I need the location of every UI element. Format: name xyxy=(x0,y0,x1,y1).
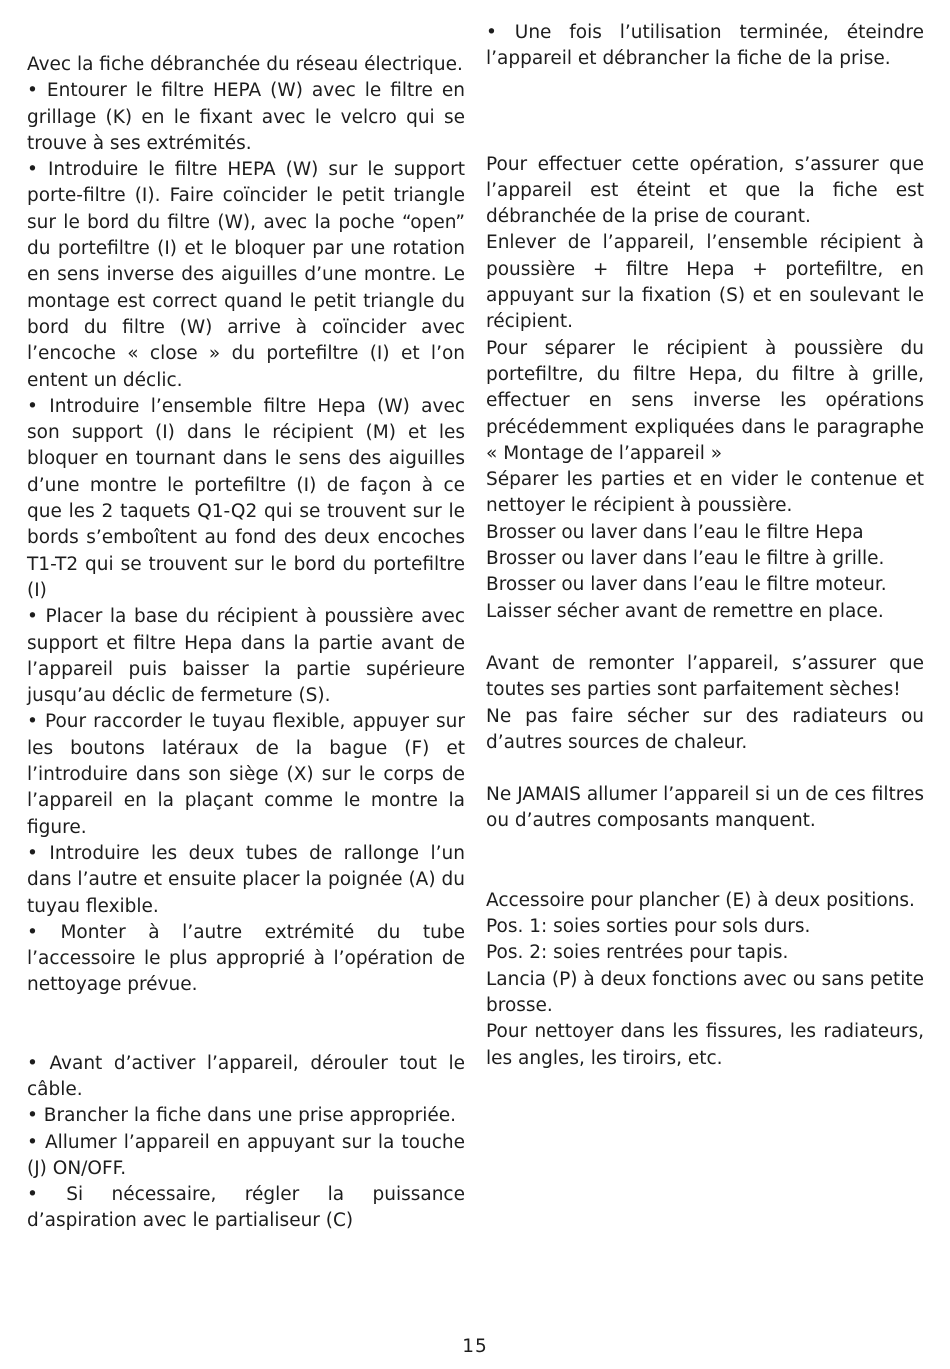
paragraph: Lancia (P) à deux fonctions avec ou sans petite brosse. xyxy=(486,968,924,1016)
paragraph: Accessoire pour plancher (E) à deux positions. xyxy=(486,889,915,911)
paragraph: Brosser ou laver dans l’eau le filtre Hepa xyxy=(486,521,864,543)
bullet-item: • Allumer l’appareil en appuyant sur la touche (J) ON/OFF. xyxy=(27,1131,465,1179)
bullet-item: • Placer la base du récipient à poussière avec support et filtre Hepa dans la partie avant de l’appareil puis baisser la partie supérieure jusqu’au déclic de fermeture (S). xyxy=(27,606,465,707)
bullet-item: • Une fois l’utilisation terminée, éteindre l’appareil et débrancher la fiche de la prise. xyxy=(486,22,924,70)
paragraph: Enlever de l’appareil, l’ensemble récipient à poussière + filtre Hepa + portefiltre, en appuyant sur la fixation (S) et en soulevant le récipient. xyxy=(486,232,924,333)
paragraph: Pour séparer le récipient à poussière du portefiltre, du filtre Hepa, du filtre à grille, effectuer en sens inverse les opérations précédemment expliquées dans le paragraphe « Montage de l’appareil » xyxy=(486,337,924,464)
bullet-item: • Entourer le filtre HEPA (W) avec le filtre en grillage (K) en le fixant avec le velcro qui se trouve à ses extrémités. xyxy=(27,80,465,154)
bullet-item: • Monter à l’autre extrémité du tube l’accessoire le plus approprié à l’opération de nettoyage prévue. xyxy=(27,921,465,996)
warning-paragraph: Ne JAMAIS allumer l’appareil si un de ces filtres ou d’autres composants manquent. xyxy=(486,784,924,832)
paragraph: Brosser ou laver dans l’eau le filtre moteur. xyxy=(486,574,887,596)
paragraph: Séparer les parties et en vider le contenue et nettoyer le récipient à poussière. xyxy=(486,469,924,517)
bullet-item: • Pour raccorder le tuyau flexible, appuyer sur les boutons latéraux de la bague (F) et l’introduire dans son siège (X) sur le corps de l’appareil en la plaçant comme le montre la figure. xyxy=(27,711,465,838)
bullet-item: • Introduire le filtre HEPA (W) sur le support porte-filtre (I). Faire coïncider le petit triangle sur le bord du filtre (W), avec la poche “open” du portefiltre (I) et le bloquer par une rotation en sens inverse des aiguilles d’une montre. Le montage est correct quand le petit triangle du bord du filtre (W) arrive à coïncider avec l’encoche « close » du portefiltre (I) et l’on entent un déclic. xyxy=(27,159,465,391)
page-number: 15 xyxy=(462,1336,488,1357)
right-column xyxy=(486,20,924,1072)
bullet-item: • Si nécessaire, régler la puissance d’aspiration avec le partialiseur (C) xyxy=(27,1184,465,1232)
paragraph: Avant de remonter l’appareil, s’assurer que toutes ses parties sont parfaitement sèches! xyxy=(486,652,924,701)
paragraph: Pour nettoyer dans les fissures, les radiateurs, les angles, les tiroirs, etc. xyxy=(486,1021,924,1069)
bullet-item: • Avant d’activer l’appareil, dérouler tout le câble. xyxy=(27,1052,465,1100)
paragraph: Pour effectuer cette opération, s’assurer que l’appareil est éteint et que la fiche est débranchée de la prise de courant. xyxy=(486,153,924,228)
paragraph: Avec la fiche débranchée du réseau électrique. xyxy=(27,54,463,75)
bullet-item: • Introduire l’ensemble filtre Hepa (W) avec son support (I) dans le récipient (M) et les bloquer en tournant dans le sens des aiguilles d’une montre le portefiltre (I) de façon à ce que les 2 taquets Q1-Q2 qui se trouvent sur le bords s’emboîtent au fond des deux encoches T1-T2 qui se trouvent sur le bord du portefiltre (I) xyxy=(27,395,465,601)
paragraph: Brosser ou laver dans l’eau le filtre à grille. xyxy=(486,548,885,570)
left-column xyxy=(27,20,465,1235)
paragraph: Laisser sécher avant de remettre en place. xyxy=(486,600,884,622)
paragraph: Pos. 2: soies rentrées pour tapis. xyxy=(486,942,789,964)
bullet-item: • Introduire les deux tubes de rallonge l’un dans l’autre et ensuite placer la poignée (A) du tuyau flexible. xyxy=(27,842,465,917)
paragraph: Ne pas faire sécher sur des radiateurs ou d’autres sources de chaleur. xyxy=(486,705,924,753)
bullet-item: • Brancher la fiche dans une prise appropriée. xyxy=(27,1105,456,1127)
paragraph: Pos. 1: soies sorties pour sols durs. xyxy=(486,916,811,938)
